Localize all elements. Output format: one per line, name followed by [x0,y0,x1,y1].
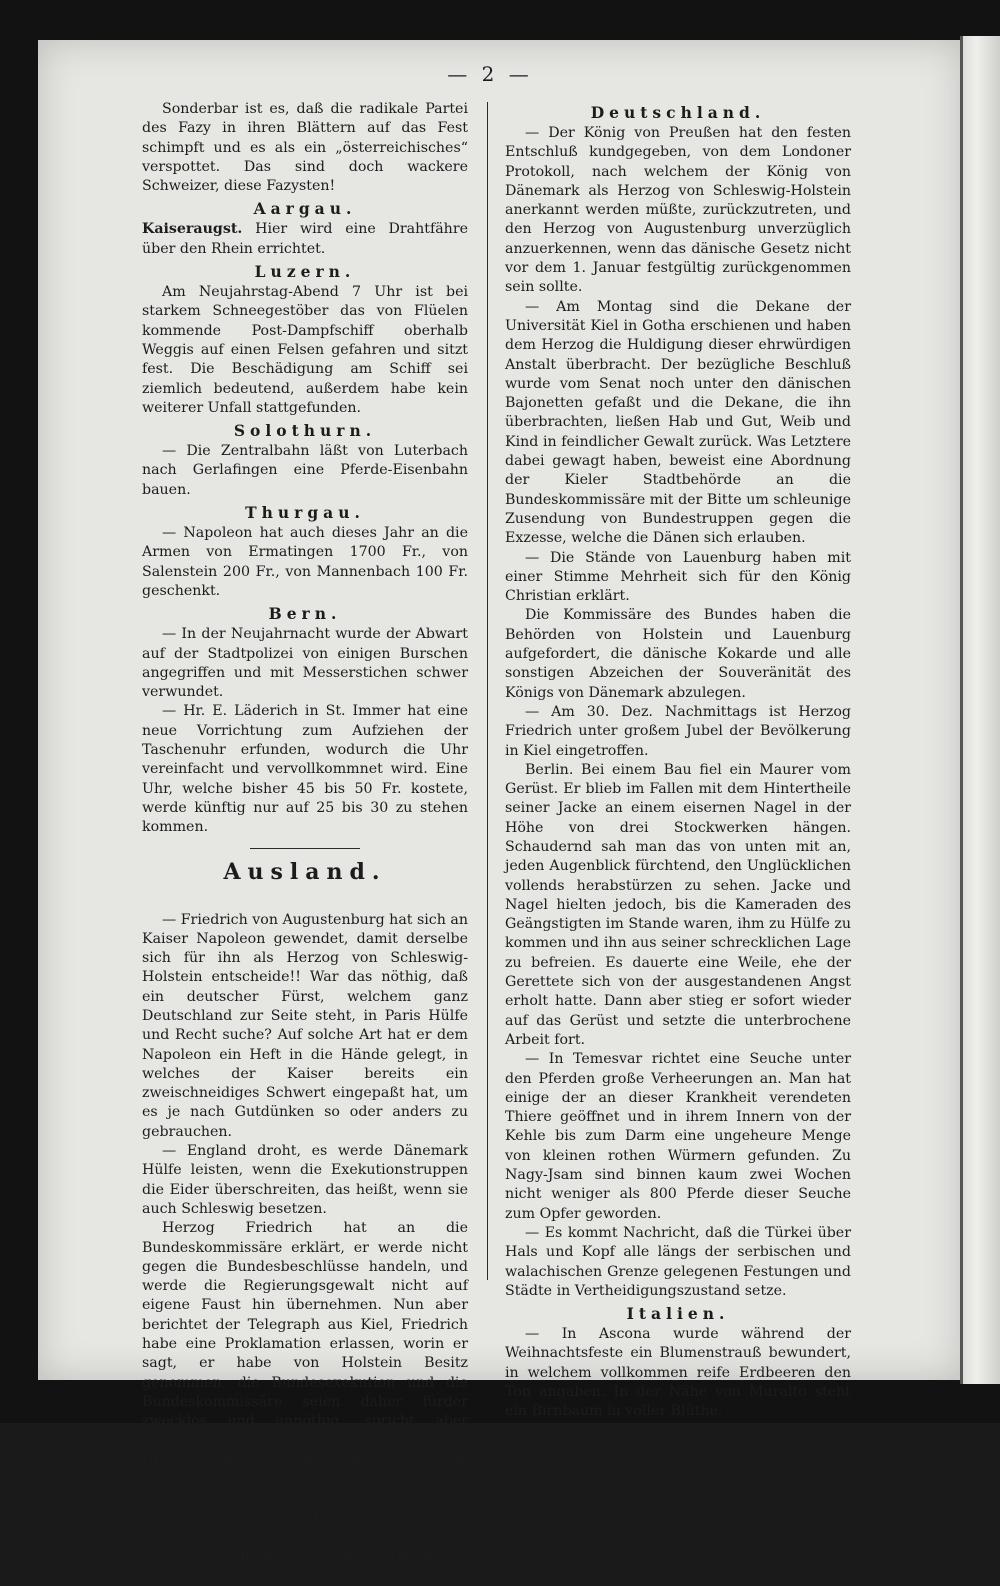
left-column [142,100,468,1586]
article-solothurn: — Die Zentralbahn läßt von Luterbach nach Gerlafingen eine Pferde-Eisenbahn bauen. [142,443,468,498]
article-italien: — In Ascona wurde während der Weihnachtsfeste ein Blumenstrauß bewundert, in welchem vollkommen reife Erdbeeren den Ton angaben. In der Nähe von Muralto steht ein Birnbaum in voller Blüthe. [505,1326,851,1420]
article-temesvar: — In Temesvar richtet eine Seuche unter den Pferden große Verheerungen an. Man hat einige der an dieser Krankheit verendeten Thiere geöffnet und in ihrem Innern von der Kehle bis zum Darm eine ungeheure Menge von kleinen rothen Würmern gefunden. Zu Nagy-Jsam sind binnen kaum zwei Wochen nicht weniger als 800 Pferde dieser Seuche zum Opfer geworden. [505,1051,851,1222]
article-kaiseraugst [142,220,468,259]
section-heading-bern: Bern. [268,604,342,624]
section-divider [250,848,360,849]
article-luzern: Am Neujahrstag-Abend 7 Uhr ist bei starkem Schneegestöber das von Flüelen kommende Post-Dampfschiff oberhalb Weggis auf einen Felsen gefahren und sitzt fest. Die Beschädigung am Schiff sei ziemlich bedeutend, außerdem habe kein weiterer Unfall stattgefunden. [142,284,468,416]
article-ausland-2: — England droht, es werde Dänemark Hülfe leisten, wenn die Exekutionstruppen die Eider überschreiten, das heißt, wenn sie auch Schleswig besetzen. [142,1143,468,1217]
article-tuerkei: — Es kommt Nachricht, daß die Türkei über Hals und Kopf alle längs der serbischen und walachischen Grenze gelegenen Festungen und Städte in Vertheidigungszustand setze. [505,1224,851,1299]
article-deutschland-4: Die Kommissäre des Bundes haben die Behörden von Holstein und Lauenburg aufgefordert, die dänische Kokarde und alle sonstigen Abzeichen der Souveränität des Königs von Dänemark abzulegen. [505,607,851,701]
article-deutschland-5: — Am 30. Dez. Nachmittags ist Herzog Friedrich unter großem Jubel der Bevölkerung in Kiel eingetroffen. [505,703,851,759]
section-heading-italien: Italien. [626,1304,730,1324]
article-berlin: Berlin. Bei einem Bau fiel ein Maurer vom Gerüst. Er blieb im Fallen mit dem Hintertheile seiner Jacke an einem eisernen Nagel in der Höhe von drei Stockwerken hängen. Schaudernd sah man das von unten mit an, jeden Augenblick fürchtend, den Unglücklichen vollends herabstürzen zu sehen. Jacke und Nagel hielten jedoch, bis die Kameraden des Geängstigten im Stande waren, ihm zu Hülfe zu kommen und ihn aus seiner schrecklichen Lage zu befreien. Es dauerte eine Weile, ehe der Gerettete sich von der ausgestandenen Angst erholt hatte. Dann aber stieg er sofort wieder auf das Gerüst und setzte die unterbrochene Arbeit fort. [505,761,851,1048]
section-heading-thurgau: Thurgau. [245,503,365,523]
article-ausland-3: Herzog Friedrich hat an die Bundeskommissäre erklärt, er werde nicht gegen die Bundesbeschlüsse handeln, und werde die Regierungsgewalt nicht auf eigene Faust hin übernehmen. Nun aber berichtet der Telegraph aus Kiel, Friedrich habe eine Proklamation erlassen, worin er sagt, er habe von Holstein Besitz genommen, die Bundesexekution und die Bundeskommissäre seien daher fürder zwecklos und unnöthig, spricht aber zugleich die Hoffnung aus, seine treuen Unterthanen werden einstweilen die provisorische Bundesverwaltung achten und jeden Anstoß mit derselben vermeiden. — Also Friedrich und Holstein fühlen sich allein schon stark genug; wahrscheinlich wollen sie sich und ihre Pläne mit Hülfe von Freischaaren behaupten. [142,1220,468,1584]
article-deutschland-3: — Die Stände von Lauenburg haben mit einer Stimme Mehrheit sich für den König Christian erklärt. [505,549,851,605]
section-heading-luzern: Luzern. [254,262,356,282]
article-thurgau: — Napoleon hat auch dieses Jahr an die Armen von Ermatingen 1700 Fr., von Salenstein 200 Fr., von Mannenbach 100 Fr. geschenkt. [142,525,468,599]
article-bern-1: — In der Neujahrnacht wurde der Abwart auf der Stadtpolizei von einigen Burschen angegriffen und mit Messerstichen schwer verwundet. [142,626,468,701]
article-ausland-1: — Friedrich von Augustenburg hat sich an Kaiser Napoleon gewendet, damit derselbe sich für ihn als Herzog von Schleswig-Holstein entscheide!! War das nöthig, daß ein deutscher Fürst, welchem ganz Deutschland zur Seite steht, in Paris Hülfe und Recht suche? Auf solche Art hat er dem Napoleon ein Heft in die Hände gelegt, in welches der Kaiser bereits ein zweischneidiges Schwert eingepaßt hat, um es je nach Gutdünken so oder anders zu gebrauchen. [142,911,468,1140]
article-deutschland-2: — Am Montag sind die Dekane der Universität Kiel in Gotha erschienen und haben dem Herzog die Huldigung dieser ehrwürdigen Anstalt überbracht. Der bezügliche Beschluß wurde vom Senat noch unter den dänischen Bajonetten gefaßt und die Dekane, die ihn überbrachten, ließen Hab und Gut, Weib und Kind in feindlicher Gewalt zurück. Was Letztere dabei gewagt haben, beweist eine Abordnung der Kieler Stadtbehörde an die Bundeskommissäre mit der Bitte um schleunige Zusendung von Bundestruppen gegen die Exzesse, welche die Dänen sich erlauben. [505,298,851,547]
section-heading-aargau: Aargau. [253,199,357,219]
section-heading-deutschland: Deutschland. [590,103,766,122]
article-deutschland-1: — Der König von Preußen hat den festen Entschluß kundgegeben, von dem Londoner Protokoll, nach welchem der König von Dänemark als Herzog von Schleswig-Holstein anerkannt werden müßte, zurückzutreten, und den Herzog von Augustenburg unverzüglich anzuerkennen, wenn das dänische Gesetz nicht vor dem 1. Januar festgültig zurückgenommen sein sollte. [505,125,851,296]
section-heading-ausland: Ausland. [223,858,387,885]
place-kaiseraugst: Kaiseraugst. [142,221,243,238]
page-number: — 2 — [447,62,533,86]
right-column [505,100,851,1422]
column-divider [487,102,488,1280]
page-edge [960,36,1000,1384]
article-bern-2: — Hr. E. Läderich in St. Immer hat eine neue Vorrichtung zum Aufziehen der Taschenuhr erfunden, wodurch die Uhr vereinfacht und vervollkommnet wird. Eine Uhr, welche bisher 45 bis 50 Fr. kostete, werde künftig nur auf 25 bis 30 zu stehen kommen. [142,703,468,836]
intro-paragraph: Sonderbar ist es, daß die radikale Partei des Fazy in ihren Blättern auf das Fest schimpft und es als ein „österreichisches“ verspottet. Das sind doch wackere Schweizer, diese Fazysten! [142,101,468,195]
section-heading-solothurn: Solothurn. [233,421,377,441]
article-kaiseraugst-text: Hier wird eine Drahtfähre über den Rhein errichtet. [142,221,468,257]
